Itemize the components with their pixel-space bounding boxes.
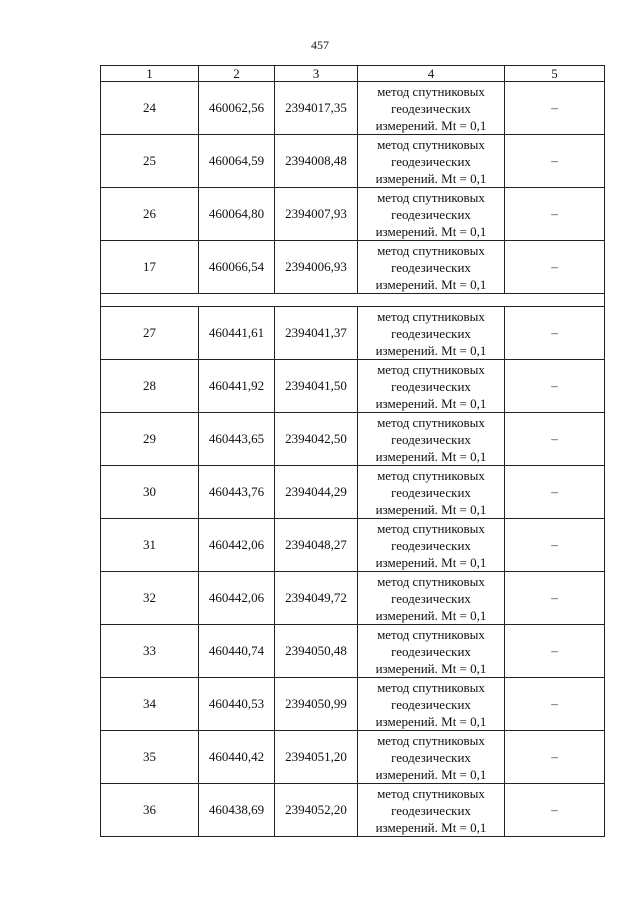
note-cell: – (505, 784, 605, 837)
x-coordinate-cell: 460441,61 (199, 307, 275, 360)
method-line: геодезических (391, 259, 471, 275)
method-line: метод спутниковых (377, 83, 485, 99)
method-cell (358, 82, 505, 135)
table-row (101, 572, 605, 625)
point-number-cell: 35 (101, 731, 199, 784)
coordinates-table (100, 65, 605, 837)
y-coordinate-cell: 2394042,50 (275, 413, 358, 466)
y-coordinate-cell: 2394050,99 (275, 678, 358, 731)
point-number-cell: 17 (101, 241, 199, 294)
method-cell (358, 519, 505, 572)
method-line: метод спутниковых (377, 626, 485, 642)
table-row (101, 625, 605, 678)
point-number-cell: 31 (101, 519, 199, 572)
method-line: измерений. Mt = 0,1 (375, 819, 487, 835)
y-coordinate-cell: 2394051,20 (275, 731, 358, 784)
separator-cell (101, 294, 605, 307)
note-cell: – (505, 572, 605, 625)
method-line: измерений. Mt = 0,1 (375, 766, 487, 782)
point-number-cell: 36 (101, 784, 199, 837)
table-row (101, 135, 605, 188)
method-line: измерений. Mt = 0,1 (375, 223, 487, 239)
table-row (101, 360, 605, 413)
method-line: измерений. Mt = 0,1 (375, 501, 487, 517)
method-line: геодезических (391, 153, 471, 169)
column-header: 3 (275, 66, 358, 82)
y-coordinate-cell: 2394048,27 (275, 519, 358, 572)
method-line: метод спутниковых (377, 308, 485, 324)
page-number: 457 (311, 38, 329, 52)
note-cell: – (505, 731, 605, 784)
method-line: метод спутниковых (377, 361, 485, 377)
note-cell: – (505, 678, 605, 731)
method-line: измерений. Mt = 0,1 (375, 660, 487, 676)
table-body (101, 82, 605, 837)
method-line: геодезических (391, 100, 471, 116)
method-cell (358, 188, 505, 241)
x-coordinate-cell: 460066,54 (199, 241, 275, 294)
method-line: метод спутниковых (377, 189, 485, 205)
x-coordinate-cell: 460438,69 (199, 784, 275, 837)
y-coordinate-cell: 2394049,72 (275, 572, 358, 625)
method-line: геодезических (391, 643, 471, 659)
method-line: метод спутниковых (377, 467, 485, 483)
method-line: геодезических (391, 802, 471, 818)
method-cell (358, 360, 505, 413)
table-header-row (101, 66, 605, 82)
method-line: геодезических (391, 537, 471, 553)
y-coordinate-cell: 2394017,35 (275, 82, 358, 135)
point-number-cell: 26 (101, 188, 199, 241)
method-line: метод спутниковых (377, 785, 485, 801)
column-header: 2 (199, 66, 275, 82)
method-line: геодезических (391, 749, 471, 765)
method-line: измерений. Mt = 0,1 (375, 395, 487, 411)
y-coordinate-cell: 2394050,48 (275, 625, 358, 678)
method-line: геодезических (391, 325, 471, 341)
y-coordinate-cell: 2394041,37 (275, 307, 358, 360)
table-row (101, 241, 605, 294)
point-number-cell: 28 (101, 360, 199, 413)
method-line: измерений. Mt = 0,1 (375, 170, 487, 186)
method-line: геодезических (391, 590, 471, 606)
point-number-cell: 34 (101, 678, 199, 731)
y-coordinate-cell: 2394008,48 (275, 135, 358, 188)
table-row (101, 307, 605, 360)
note-cell: – (505, 625, 605, 678)
method-line: метод спутниковых (377, 242, 485, 258)
method-cell (358, 466, 505, 519)
method-line: геодезических (391, 431, 471, 447)
note-cell: – (505, 82, 605, 135)
x-coordinate-cell: 460443,76 (199, 466, 275, 519)
note-cell: – (505, 413, 605, 466)
table-row (101, 188, 605, 241)
method-cell (358, 784, 505, 837)
table-row (101, 731, 605, 784)
method-line: геодезических (391, 206, 471, 222)
note-cell: – (505, 135, 605, 188)
point-number-cell: 24 (101, 82, 199, 135)
method-cell (358, 678, 505, 731)
column-header: 4 (358, 66, 505, 82)
method-cell (358, 572, 505, 625)
x-coordinate-cell: 460440,53 (199, 678, 275, 731)
method-line: измерений. Mt = 0,1 (375, 607, 487, 623)
note-cell: – (505, 360, 605, 413)
table-row (101, 413, 605, 466)
y-coordinate-cell: 2394006,93 (275, 241, 358, 294)
y-coordinate-cell: 2394041,50 (275, 360, 358, 413)
table-row (101, 678, 605, 731)
method-line: метод спутниковых (377, 414, 485, 430)
method-line: метод спутниковых (377, 732, 485, 748)
method-line: метод спутниковых (377, 679, 485, 695)
separator-row (101, 294, 605, 307)
table-row (101, 519, 605, 572)
method-line: геодезических (391, 696, 471, 712)
method-line: метод спутниковых (377, 136, 485, 152)
method-line: измерений. Mt = 0,1 (375, 448, 487, 464)
note-cell: – (505, 188, 605, 241)
point-number-cell: 29 (101, 413, 199, 466)
point-number-cell: 33 (101, 625, 199, 678)
table-row (101, 466, 605, 519)
method-cell (358, 307, 505, 360)
y-coordinate-cell: 2394044,29 (275, 466, 358, 519)
point-number-cell: 32 (101, 572, 199, 625)
method-line: измерений. Mt = 0,1 (375, 117, 487, 133)
method-line: геодезических (391, 484, 471, 500)
x-coordinate-cell: 460064,80 (199, 188, 275, 241)
table-row (101, 82, 605, 135)
y-coordinate-cell: 2394007,93 (275, 188, 358, 241)
method-line: измерений. Mt = 0,1 (375, 713, 487, 729)
x-coordinate-cell: 460441,92 (199, 360, 275, 413)
method-cell (358, 135, 505, 188)
x-coordinate-cell: 460440,42 (199, 731, 275, 784)
y-coordinate-cell: 2394052,20 (275, 784, 358, 837)
table-row (101, 784, 605, 837)
column-header: 1 (101, 66, 199, 82)
method-cell (358, 625, 505, 678)
method-line: измерений. Mt = 0,1 (375, 554, 487, 570)
note-cell: – (505, 241, 605, 294)
x-coordinate-cell: 460442,06 (199, 572, 275, 625)
method-line: геодезических (391, 378, 471, 394)
method-line: метод спутниковых (377, 573, 485, 589)
method-cell (358, 731, 505, 784)
x-coordinate-cell: 460064,59 (199, 135, 275, 188)
point-number-cell: 27 (101, 307, 199, 360)
x-coordinate-cell: 460443,65 (199, 413, 275, 466)
x-coordinate-cell: 460440,74 (199, 625, 275, 678)
point-number-cell: 30 (101, 466, 199, 519)
method-line: измерений. Mt = 0,1 (375, 342, 487, 358)
note-cell: – (505, 519, 605, 572)
method-cell (358, 241, 505, 294)
note-cell: – (505, 466, 605, 519)
x-coordinate-cell: 460062,56 (199, 82, 275, 135)
method-line: метод спутниковых (377, 520, 485, 536)
x-coordinate-cell: 460442,06 (199, 519, 275, 572)
point-number-cell: 25 (101, 135, 199, 188)
column-header: 5 (505, 66, 605, 82)
method-cell (358, 413, 505, 466)
method-line: измерений. Mt = 0,1 (375, 276, 487, 292)
note-cell: – (505, 307, 605, 360)
